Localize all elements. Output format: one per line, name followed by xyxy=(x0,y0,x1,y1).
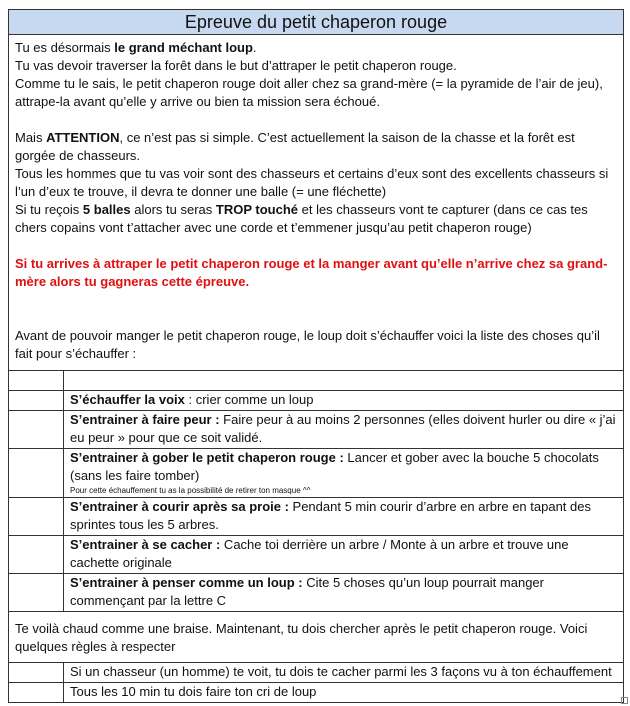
warmup-desc: Cite 5 choses qu’un loup pourrait manger commençant par la lettre C xyxy=(70,575,544,608)
win-condition: Si tu arrives à attraper le petit chaperon rouge et la manger avant qu’elle n’arrive chez sa grand-mère alors tu gagneras cette épreuve. xyxy=(15,256,608,289)
bullets-c: alors tu seras xyxy=(130,202,216,217)
warmup-check-cell xyxy=(9,574,64,611)
attention-pre: Mais xyxy=(15,130,47,145)
spacer xyxy=(15,291,617,327)
warmup-note: Pour cette échauffement tu as la possibilité de retirer ton masque ^^ xyxy=(70,486,311,495)
rule-row xyxy=(9,683,623,702)
warmup-check-cell xyxy=(9,449,64,497)
warmup-desc: : crier comme un loup xyxy=(184,392,314,407)
intro-line-3: Comme tu le sais, le petit chaperon rouge doit aller chez sa grand-mère (= la pyramide de l’air de jeu), attrape-la avant qu’elle y arrive ou bien ta mission sera échoué. xyxy=(15,76,603,109)
warmup-check-cell xyxy=(9,536,64,573)
attention-paragraph xyxy=(15,129,617,165)
intro-line-1 xyxy=(15,39,617,57)
warmup-desc: Cache toi derrière un arbre / Monte à un arbre et trouve une cachette originale xyxy=(70,537,569,570)
warmup-cell-empty xyxy=(9,371,64,390)
warmup-row xyxy=(9,498,623,536)
warmup-row xyxy=(9,391,623,411)
spacer xyxy=(15,237,617,255)
rule-row xyxy=(9,663,623,683)
warmup-text xyxy=(64,574,623,611)
warmup-title: S’entrainer à faire peur : xyxy=(70,412,220,427)
warmup-row xyxy=(9,449,623,498)
warmup-title: S’entrainer à courir après sa proie : xyxy=(70,499,289,514)
document-table xyxy=(8,9,624,703)
warmup-text xyxy=(64,391,623,410)
warmup-header-row xyxy=(9,371,623,391)
warmup-desc: Faire peur à au moins 2 personnes (elles doivent hurler ou dire « j’ai eu peur » pour que ce soit validé. xyxy=(70,412,616,445)
attention-post: , ce n’est pas si simple. C’est actuellement la saison de la chasse et la forêt est gorgée de chasseurs. xyxy=(15,130,575,163)
warmup-row xyxy=(9,411,623,449)
warmup-text xyxy=(64,498,623,535)
warmup-title: S’entrainer à gober le petit chaperon rouge : xyxy=(70,450,344,465)
bullets-e: et les chasseurs vont te capturer (dans ce cas tes chers copains vont t’attacher avec une corde et t’emmener jusqu’au petit chaperon rouge) xyxy=(15,202,588,235)
warmup-text xyxy=(64,449,623,497)
bullets-too-hit: TROP touché xyxy=(215,202,298,217)
rule-text: Si un chasseur (un homme) te voit, tu dois te cacher parmi les 3 façons vu à ton échauffement xyxy=(70,664,612,679)
warmup-desc: Lancer et gober avec la bouche 5 chocolats (sans les faire tomber) xyxy=(70,450,599,483)
warmup-check-cell xyxy=(9,411,64,448)
warmup-intro: Avant de pouvoir manger le petit chaperon rouge, le loup doit s’échauffer voici la liste des choses qu’il fait pour s’échauffer : xyxy=(15,328,600,361)
warmup-row xyxy=(9,574,623,612)
search-instructions: Te voilà chaud comme une braise. Maintenant, tu dois chercher après le petit chaperon rouge. Voici quelques règles à respecter xyxy=(9,612,623,663)
rule-text: Tous les 10 min tu dois faire ton cri de loup xyxy=(70,684,317,699)
attention-word: ATTENTION xyxy=(46,130,120,145)
warmup-text xyxy=(64,411,623,448)
rule-check-cell xyxy=(9,683,64,702)
warmup-title: S’échauffer la voix xyxy=(70,392,185,407)
bullets-paragraph xyxy=(15,201,617,237)
spacer xyxy=(15,111,617,129)
wolf-emphasis: le grand méchant loup xyxy=(114,40,253,55)
bullets-a: Si tu reçois xyxy=(15,202,83,217)
warmup-desc: Pendant 5 min courir d’arbre en arbre en tapant des sprintes tous les 5 arbres. xyxy=(70,499,591,532)
intro-section xyxy=(9,35,623,371)
warmup-row xyxy=(9,536,623,574)
warmup-check-cell xyxy=(9,498,64,535)
rule-check-cell xyxy=(9,663,64,682)
intro-line-1-text: Tu es désormais xyxy=(15,40,115,55)
warmup-cell-empty xyxy=(64,371,623,390)
warmup-check-cell xyxy=(9,391,64,410)
warmup-title: S’entrainer à penser comme un loup : xyxy=(70,575,303,590)
bullets-count: 5 balles xyxy=(82,202,131,217)
intro-line-1-end: . xyxy=(252,40,257,55)
intro-line-2: Tu vas devoir traverser la forêt dans le but d’attraper le petit chaperon rouge. xyxy=(15,58,457,73)
resize-handle-icon xyxy=(621,697,628,704)
hunters-paragraph: Tous les hommes que tu vas voir sont des chasseurs et certains d’eux sont des excellents chasseurs si l’un d’eux te trouve, il devra te donner une balle (= une fléchette) xyxy=(15,166,609,199)
warmup-title: S’entrainer à se cacher : xyxy=(70,537,221,552)
warmup-text xyxy=(64,536,623,573)
page-title: Epreuve du petit chaperon rouge xyxy=(9,10,623,35)
